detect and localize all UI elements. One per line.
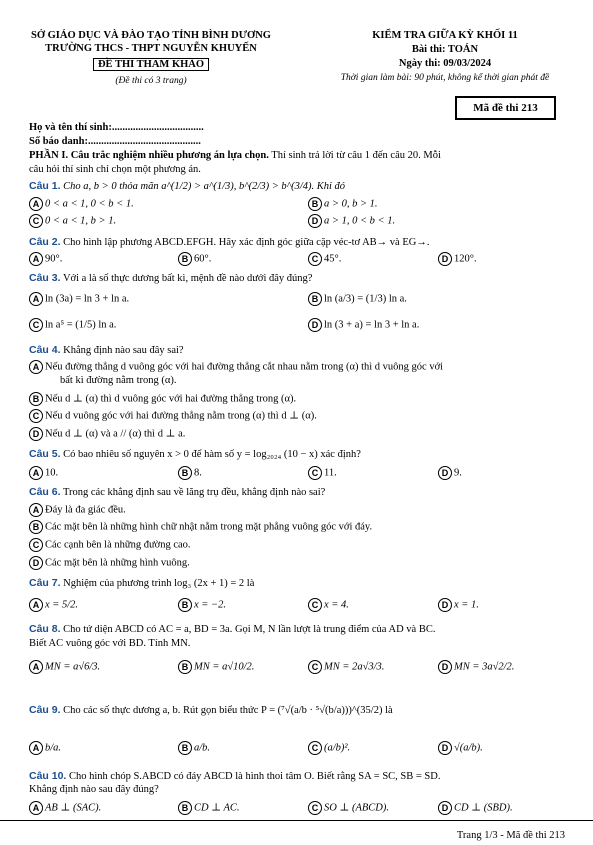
choice-letter: C	[29, 538, 43, 552]
option-6a[interactable]	[29, 503, 126, 517]
choice-letter: C	[29, 318, 43, 332]
text-span: b/a.	[45, 742, 62, 754]
question-10	[29, 770, 440, 782]
choice-letter: B	[178, 660, 192, 674]
choice-letter: C	[308, 801, 322, 815]
option-8a[interactable]	[29, 660, 100, 674]
text-span: MN = 2a√3/3.	[324, 661, 385, 673]
text-span: AB ⊥ (SAC).	[45, 802, 102, 814]
text-span: Với a là số thực dương bất kì, mệnh đề nào dưới đây đúng?	[60, 273, 313, 284]
exam-type: ĐỀ THI THAM KHẢO	[93, 58, 209, 71]
text-span: Khẳng định nào sau đây sai?	[60, 345, 184, 356]
text-span: x = 4.	[324, 599, 349, 611]
option-7a[interactable]	[29, 598, 78, 612]
school-name: TRƯỜNG THCS - THPT NGUYỄN KHUYẾN	[45, 43, 257, 54]
option-3a[interactable]	[29, 292, 129, 306]
question-5	[29, 448, 361, 460]
text-span: Các mặt bên là những hình chữ nhật nằm trong mặt phẳng vuông góc với đáy.	[45, 521, 373, 533]
option-6b[interactable]	[29, 520, 372, 534]
option-9a[interactable]	[29, 741, 61, 755]
text-span: ln (3a) = ln 3 + ln a.	[45, 293, 130, 305]
choice-letter: A	[29, 741, 43, 755]
choice-letter: A	[29, 466, 43, 480]
footer-divider	[0, 820, 593, 821]
text-span: CD ⊥ AC.	[194, 802, 240, 814]
text-span: ln a⁵ = (1/5) ln a.	[45, 319, 117, 331]
choice-letter: D	[438, 252, 452, 266]
question-2	[29, 236, 429, 248]
question-8-cont: Biết AC vuông góc với BD. Tính MN.	[29, 638, 191, 649]
text-span: Nếu d ⊥ (α) thì d vuông góc với hai đường thẳng trong (α).	[45, 393, 297, 405]
choice-letter: C	[29, 214, 43, 228]
page-footer: Trang 1/3 - Mã đề thi 213	[456, 830, 565, 841]
text-span: Câu 9.	[29, 704, 61, 716]
option-1b[interactable]	[308, 197, 378, 211]
text-span: CD ⊥ (SBD).	[454, 802, 513, 814]
text-span: 45°.	[324, 253, 342, 265]
text-span: Các mặt bên là những hình vuông.	[45, 557, 190, 569]
text-span: Các cạnh bên là những đường cao.	[45, 539, 191, 551]
choice-letter: C	[308, 252, 322, 266]
text-span: Câu 10.	[29, 770, 67, 782]
option-5c[interactable]	[308, 466, 337, 480]
choice-letter: D	[438, 801, 452, 815]
choice-letter: C	[308, 598, 322, 612]
option-3c[interactable]	[29, 318, 116, 332]
choice-letter: D	[29, 427, 43, 441]
choice-letter: B	[308, 292, 322, 306]
choice-letter: A	[29, 197, 43, 211]
choice-letter: C	[308, 660, 322, 674]
option-8b[interactable]	[178, 660, 254, 674]
text-span: MN = 3a√2/2.	[454, 661, 515, 673]
option-1d[interactable]	[308, 214, 395, 228]
option-9d[interactable]	[438, 741, 483, 755]
choice-letter: A	[29, 292, 43, 306]
text-span: MN = a√6/3.	[45, 661, 101, 673]
subject: Bài thi: TOÁN	[411, 44, 479, 55]
choice-letter: B	[178, 598, 192, 612]
text-span: 120°.	[454, 253, 477, 265]
choice-letter: A	[29, 660, 43, 674]
choice-letter: D	[308, 318, 322, 332]
text-span: a > 1, 0 < b < 1.	[324, 215, 396, 227]
choice-letter: C	[308, 741, 322, 755]
option-4a-cont: bất kì đường nằm trong (α).	[60, 375, 177, 386]
text-span: Có bao nhiêu số nguyên x > 0 để hàm số y = log₂₀₂₄ (10 − x) xác định?	[60, 449, 361, 460]
choice-letter: D	[29, 556, 43, 570]
choice-letter: A	[29, 252, 43, 266]
text-span: Câu 5.	[29, 448, 61, 460]
text-span: Nếu d ⊥ (α) và a // (α) thì d ⊥ a.	[45, 428, 186, 440]
question-3	[29, 272, 312, 284]
choice-letter: B	[178, 741, 192, 755]
option-1a[interactable]	[29, 197, 134, 211]
choice-letter: D	[438, 466, 452, 480]
choice-letter: B	[308, 197, 322, 211]
text-span: ln (a/3) = (1/3) ln a.	[324, 293, 407, 305]
choice-letter: A	[29, 503, 43, 517]
exam-code: Mã đề thi 213	[455, 96, 556, 120]
text-span: Nghiệm của phương trình log₃ (2x + 1) = 2 là	[60, 578, 255, 589]
option-2a[interactable]	[29, 252, 62, 266]
choice-letter: C	[29, 409, 43, 423]
part-desc: Thí sinh trả lời từ câu 1 đến câu 20. Mỗi	[268, 150, 441, 161]
choice-letter: B	[178, 252, 192, 266]
exam-date: Ngày thi: 09/03/2024	[398, 58, 492, 69]
option-2c[interactable]	[308, 252, 341, 266]
part-desc-2: câu hỏi thí sinh chỉ chọn một phương án.	[29, 164, 201, 175]
option-5d[interactable]	[438, 466, 462, 480]
option-2d[interactable]	[438, 252, 477, 266]
text-span: MN = a√10/2.	[194, 661, 255, 673]
option-7d[interactable]	[438, 598, 479, 612]
text-span: Cho hình chóp S.ABCD có đáy ABCD là hình thoi tâm O. Biết rằng SA = SC, SB = SD.	[66, 771, 441, 782]
question-1	[29, 180, 345, 192]
text-span: x = −2.	[194, 599, 226, 611]
choice-letter: A	[29, 598, 43, 612]
choice-letter: B	[178, 466, 192, 480]
text-span: 10.	[45, 467, 59, 479]
choice-letter: B	[29, 520, 43, 534]
text-span: Đáy là đa giác đều.	[45, 504, 126, 516]
choice-letter: C	[308, 466, 322, 480]
option-5a[interactable]	[29, 466, 58, 480]
dept-name: SỞ GIÁO DỤC VÀ ĐÀO TẠO TỈNH BÌNH DƯƠNG	[31, 30, 271, 41]
text-span: Cho a, b > 0 thỏa mãn a^(1/2) > a^(1/3), b^(2/3) > b^(3/4). Khi đó	[60, 181, 346, 192]
text-span: a/b.	[194, 742, 211, 754]
question-4	[29, 344, 184, 356]
option-10d[interactable]	[438, 801, 513, 815]
student-name: Họ và tên thí sinh:...................................	[29, 122, 204, 133]
option-8d[interactable]	[438, 660, 514, 674]
question-9	[29, 704, 393, 716]
exam-title: KIỂM TRA GIỮA KỲ KHỐI 11	[372, 30, 518, 41]
text-span: Câu 1.	[29, 180, 61, 192]
option-10b[interactable]	[178, 801, 240, 815]
text-span: Trong các khẳng định sau về lăng trụ đều, khẳng định nào sai?	[60, 487, 326, 498]
option-1c[interactable]	[29, 214, 116, 228]
option-2b[interactable]	[178, 252, 211, 266]
text-span: 9.	[454, 467, 462, 479]
text-span: Câu 4.	[29, 344, 61, 356]
option-10a[interactable]	[29, 801, 101, 815]
exam-type-wrap	[16, 58, 286, 71]
text-span: Câu 8.	[29, 623, 61, 635]
choice-letter: D	[438, 660, 452, 674]
option-5b[interactable]	[178, 466, 202, 480]
text-span: SO ⊥ (ABCD).	[324, 802, 389, 814]
text-span: (a/b)².	[324, 742, 351, 754]
option-4d[interactable]	[29, 427, 185, 441]
option-6d[interactable]	[29, 556, 190, 570]
text-span: x = 1.	[454, 599, 479, 611]
question-8	[29, 623, 435, 635]
option-4c[interactable]	[29, 409, 317, 423]
text-span: 90°.	[45, 253, 63, 265]
option-9c[interactable]	[308, 741, 350, 755]
text-span: Câu 2.	[29, 236, 61, 248]
text-span: √(a/b).	[454, 742, 483, 754]
text-span: Câu 6.	[29, 486, 61, 498]
option-8c[interactable]	[308, 660, 384, 674]
choice-letter: B	[178, 801, 192, 815]
option-3d[interactable]	[308, 318, 419, 332]
text-span: Cho các số thực dương a, b. Rút gọn biểu thức P = (⁷√(a/b · ⁵√(b/a)))^(35/2) là	[60, 705, 393, 716]
student-id: Số báo danh:...........................................	[29, 136, 201, 147]
text-span: Cho tứ diện ABCD có AC = a, BD = 3a. Gọi M, N lần lượt là trung điểm của AD và BC.	[60, 624, 436, 635]
option-6c[interactable]	[29, 538, 191, 552]
option-7c[interactable]	[308, 598, 349, 612]
choice-letter: D	[308, 214, 322, 228]
text-span: Cho hình lập phương ABCD.EFGH. Hãy xác định góc giữa cặp véc-tơ AB→ và EG→.	[60, 237, 430, 248]
text-span: Câu 7.	[29, 577, 61, 589]
option-3b[interactable]	[308, 292, 407, 306]
choice-letter: B	[29, 392, 43, 406]
text-span: x = 5/2.	[45, 599, 79, 611]
option-10c[interactable]	[308, 801, 389, 815]
choice-letter: A	[29, 360, 43, 374]
option-4a[interactable]	[29, 360, 443, 374]
choice-letter: D	[438, 598, 452, 612]
question-7	[29, 577, 254, 589]
text-span: 8.	[194, 467, 202, 479]
text-span: 0 < a < 1, 0 < b < 1.	[45, 198, 134, 210]
time-limit: Thời gian làm bài: 90 phút, không kể thời gian phát đề	[340, 73, 550, 83]
option-7b[interactable]	[178, 598, 226, 612]
page-count: (Đề thi có 3 trang)	[115, 76, 187, 86]
option-4b[interactable]	[29, 392, 296, 406]
text-span: ln (3 + a) = ln 3 + ln a.	[324, 319, 420, 331]
text-span: Nếu đường thẳng d vuông góc với hai đường thẳng cắt nhau nằm trong (α) thì d vuông góc với	[45, 361, 444, 373]
question-10-cont: Khẳng định nào sau đây đúng?	[29, 784, 159, 795]
choice-letter: D	[438, 741, 452, 755]
text-span: Nếu d vuông góc với hai đường thẳng nằm trong (α) thì d ⊥ (α).	[45, 410, 317, 422]
text-span: Câu 3.	[29, 272, 61, 284]
choice-letter: A	[29, 801, 43, 815]
text-span: a > 0, b > 1.	[324, 198, 378, 210]
text-span: 60°.	[194, 253, 212, 265]
part-title: PHẦN I. Câu trắc nghiệm nhiều phương án lựa chọn.	[29, 150, 269, 161]
text-span: 0 < a < 1, b > 1.	[45, 215, 117, 227]
option-9b[interactable]	[178, 741, 210, 755]
question-6	[29, 486, 325, 498]
text-span: 11.	[324, 467, 337, 479]
